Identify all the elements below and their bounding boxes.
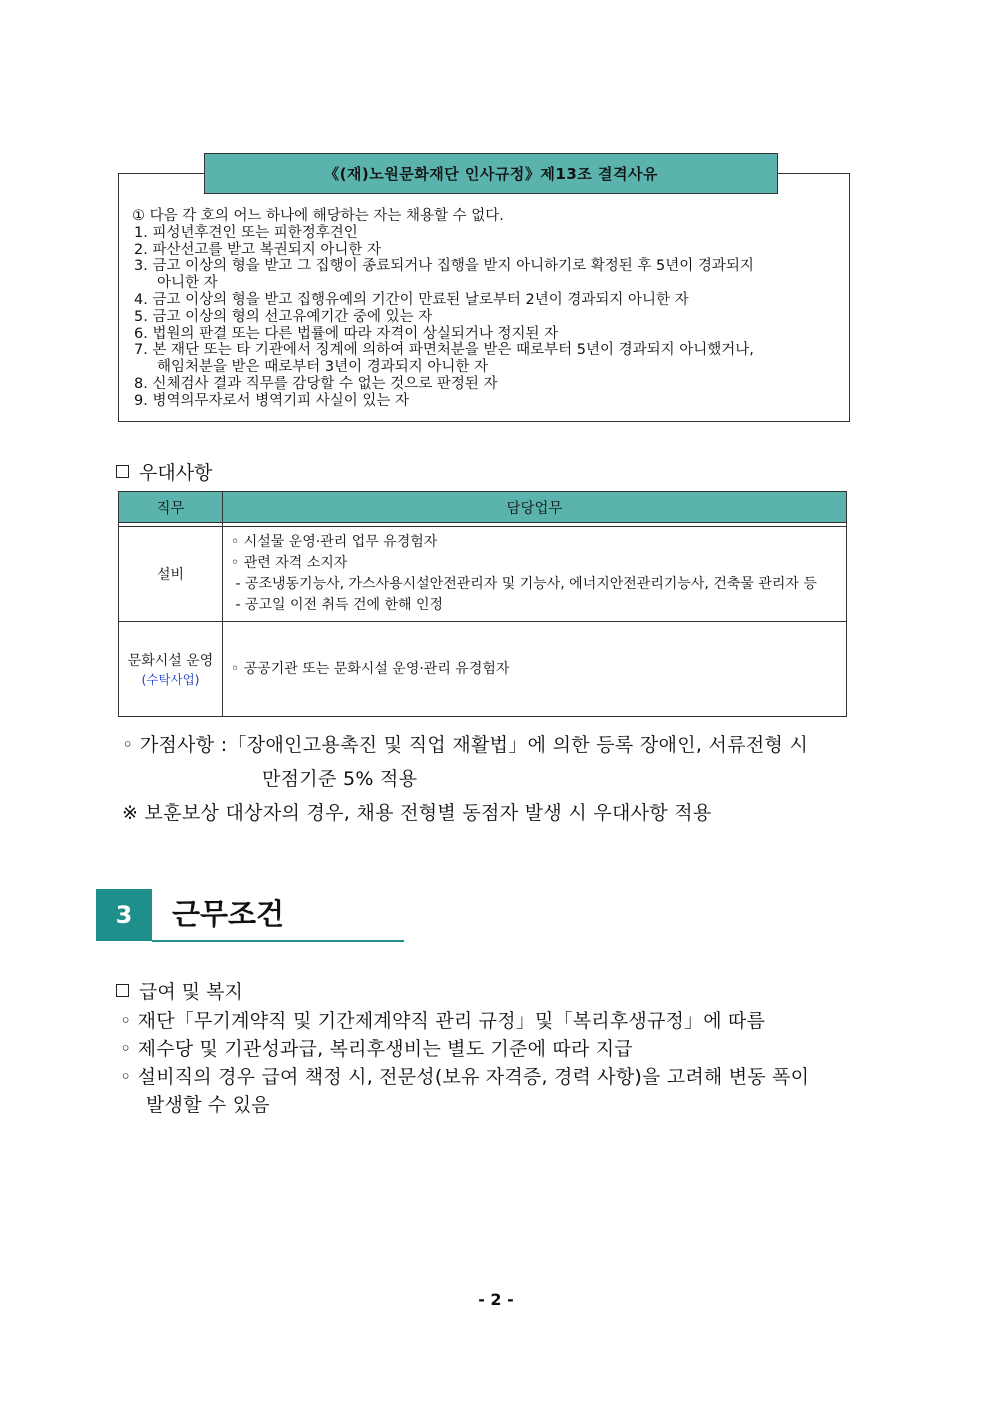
regulation-item: 3. 금고 이상의 형을 받고 그 집행이 종료되거나 집행을 받지 아니하기로 확정된 후 5년이 경과되지 [134, 258, 754, 275]
duty-cell: ◦ 공공기관 또는 문화시설 운영·관리 유경험자 [223, 622, 847, 717]
regulation-intro: ① 다음 각 호의 어느 하나에 해당하는 자는 채용할 수 없다. [132, 208, 504, 224]
job-cell: 설비 [119, 527, 223, 622]
preference-heading [116, 458, 212, 485]
duty-line: ◦ 시설물 운영·관리 업무 유경험자 [231, 534, 438, 550]
benefit-heading [116, 977, 243, 1004]
regulation-item-cont: 아니한 자 [157, 275, 218, 292]
benefit-line: ◦ 재단「무기계약직 및 기간제계약직 관리 규정」및「복리후생규정」에 따름 [120, 1010, 766, 1032]
regulation-item: 4. 금고 이상의 형을 받고 집행유예의 기간이 만료된 날로부터 2년이 경과되지 아니한 자 [134, 291, 689, 308]
col-duty-header: 담당업무 [223, 492, 847, 523]
regulation-item: 6. 법원의 판결 또는 다른 법률에 따라 자격이 상실되거나 정지된 자 [134, 325, 559, 342]
benefit-line-cont: 발생할 수 있음 [146, 1094, 270, 1116]
regulation-item: 7. 본 재단 또는 타 기관에서 징계에 의하여 파면처분을 받은 때로부터 5년이 경과되지 아니했거나, [134, 342, 754, 359]
regulation-item: 9. 병역의무자로서 병역기피 사실이 있는 자 [134, 392, 409, 409]
square-bullet-icon [116, 984, 129, 997]
duty-line: - 공조냉동기능사, 가스사용시설안전관리자 및 기능사, 에너지안전관리기능사, 건축물 관리자 등 [231, 576, 817, 592]
regulation-item: 2. 파산선고를 받고 복권되지 아니한 자 [134, 241, 381, 258]
page-number: - 2 - [478, 1290, 514, 1309]
regulation-item-cont: 해임처분을 받은 때로부터 3년이 경과되지 아니한 자 [157, 359, 489, 376]
regulation-item: 8. 신체검사 결과 직무를 감당할 수 없는 것으로 판정된 자 [134, 375, 498, 392]
regulation-body [132, 208, 844, 410]
duty-cell [223, 527, 847, 622]
job-cell [119, 622, 223, 717]
benefit-heading-text: 급여 및 복지 [139, 981, 243, 1003]
job-sub: (수탁사업) [141, 672, 200, 687]
regulation-title: 《(재)노원문화재단 인사규정》제13조 결격사유 [204, 153, 778, 194]
benefit-line: ◦ 설비직의 경우 급여 책정 시, 전문성(보유 자격증, 경력 사항)을 고려해 변동 폭이 [120, 1066, 810, 1088]
section-title: 근무조건 [172, 897, 285, 931]
bonus-points-line: ◦ 가점사항 :「장애인고용촉진 및 직업 재활법」에 의한 등록 장애인, 서류전형 시 [122, 734, 809, 756]
section-underline [152, 940, 404, 942]
preference-table [118, 491, 847, 717]
section-number-badge: 3 [96, 889, 152, 941]
table-row [119, 622, 847, 717]
square-bullet-icon [116, 465, 129, 478]
table-row [119, 527, 847, 622]
duty-line: - 공고일 이전 취득 건에 한해 인정 [231, 597, 444, 613]
regulation-item: 1. 피성년후견인 또는 피한정후견인 [134, 224, 358, 241]
benefit-line: ◦ 제수당 및 기관성과급, 복리후생비는 별도 기준에 따라 지급 [120, 1038, 633, 1060]
job-name: 문화시설 운영 [127, 653, 214, 669]
col-job-header: 직무 [119, 492, 223, 523]
duty-line: ◦ 관련 자격 소지자 [231, 555, 348, 571]
preference-heading-text: 우대사항 [139, 462, 213, 484]
table-header-row [119, 492, 847, 523]
veterans-note: ※ 보훈보상 대상자의 경우, 채용 전형별 동점자 발생 시 우대사항 적용 [122, 802, 712, 824]
regulation-item: 5. 금고 이상의 형의 선고유예기간 중에 있는 자 [134, 308, 433, 325]
bonus-points-line-cont: 만점기준 5% 적용 [262, 768, 418, 790]
